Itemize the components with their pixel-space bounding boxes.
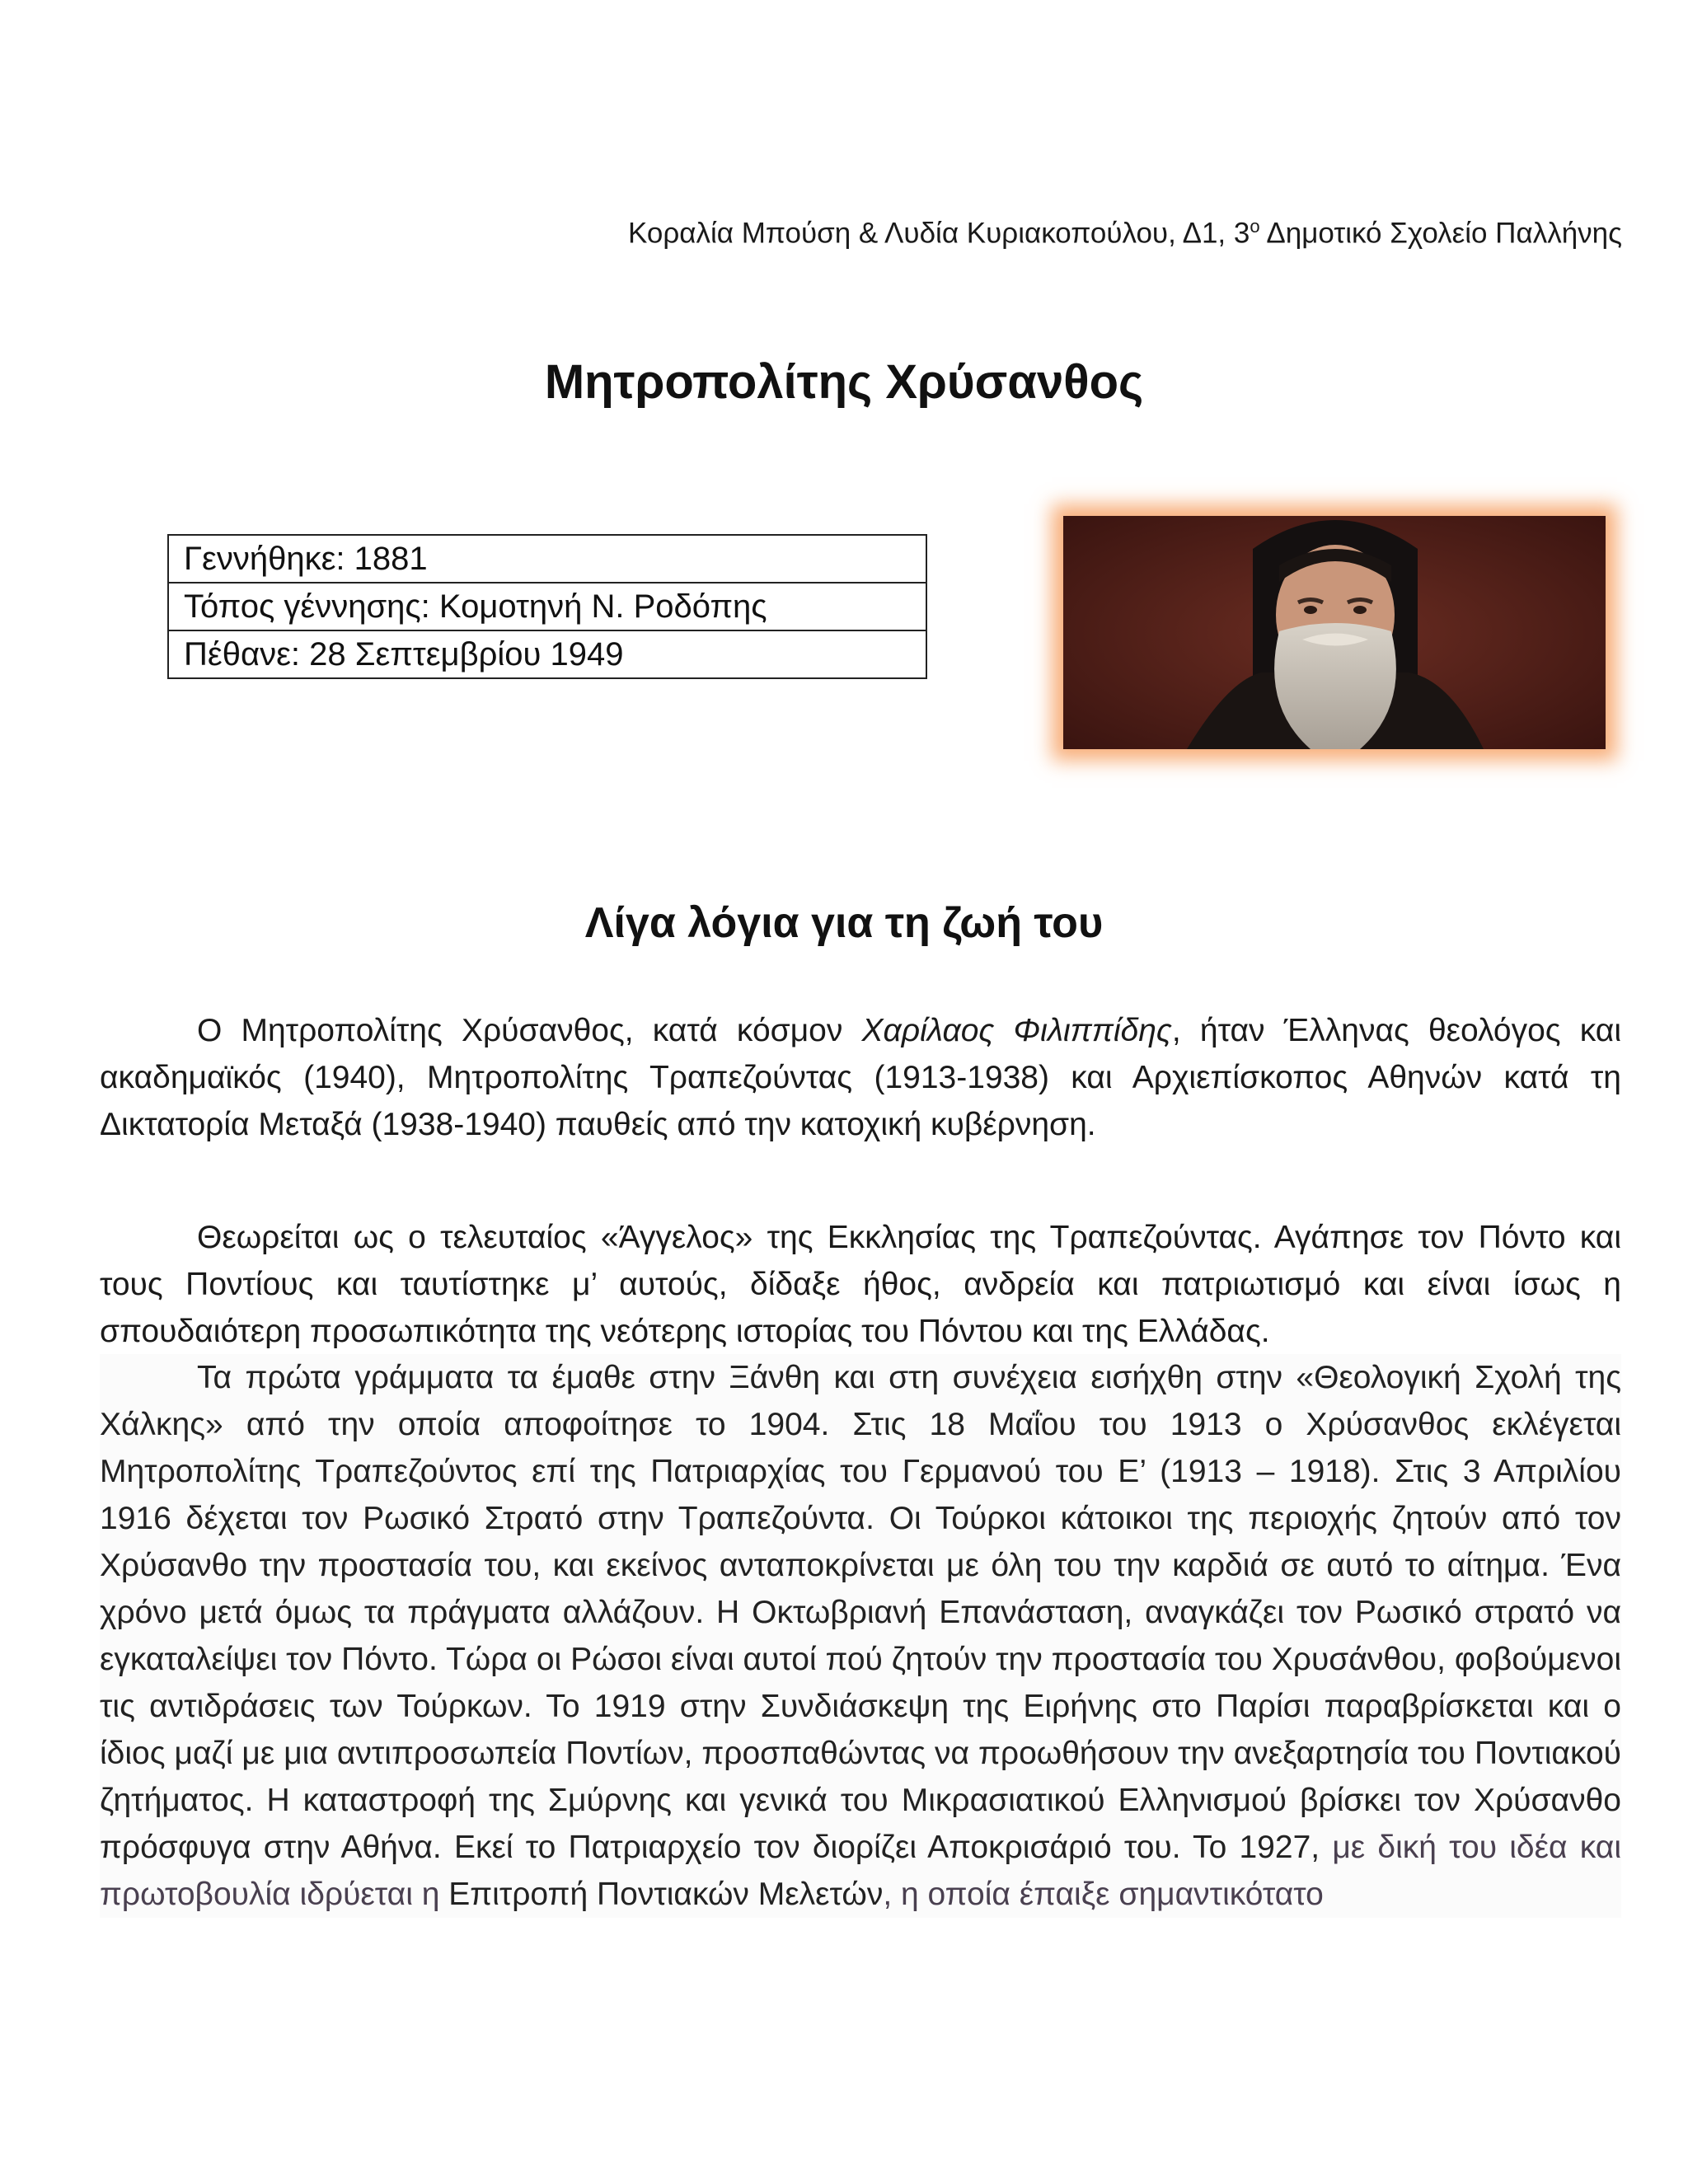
fact-birthplace: Τόπος γέννησης: Κομοτηνή Ν. Ροδόπης (168, 583, 926, 630)
paragraph-intro (100, 1007, 1621, 1148)
biography-muted-end: , η οποία έπαιξε σημαντικότατο (883, 1877, 1324, 1912)
paragraph-biography (100, 1354, 1621, 1918)
portrait-painting-icon (1063, 516, 1606, 749)
paragraph-intro-text (100, 1007, 1621, 1148)
intro-lead: Ο Μητροπολίτης Χρύσανθος, κατά κόσμον (197, 1013, 862, 1048)
paragraph-biography-text (100, 1354, 1621, 1918)
table-row (168, 583, 926, 630)
author-text: Κοραλία Μπούση & Λυδία Κυριακοπούλου, Δ1, 3 (627, 217, 1250, 250)
author-line (628, 216, 1622, 251)
fact-died: Πέθανε: 28 Σεπτεμβρίου 1949 (168, 630, 926, 678)
birth-name: Χαρίλαος Φιλιππίδης (861, 1013, 1172, 1048)
biography-main: Τα πρώτα γράμματα τα έμαθε στην Ξάνθη και στη συνέχεια εισήχθη στην «Θεολογική Σχολή της Χάλκης» από την οποία αποφοίτησε το 1904. Στις 18 Μαΐου του 1913 ο Χρύσανθος εκλέγεται Μητροπολίτης Τραπεζούντος επί της Πατριαρχίας του Γερμανού του Ε’ (1913 – 1918). Στις 3 Απριλίου 1916 δέχεται τον Ρωσικό Στρατό στην Τραπεζούντα. Οι Τούρκοι κάτοικοι της περιοχής ζητούν από τον Χρύσανθο την προστασία του, και εκείνος ανταποκρίνεται με όλη του την καρδιά σε αυτό το αίτημα. Ένα χρόνο μετά όμως τα πράγματα αλλάζουν. Η Οκτωβριανή Επανάσταση, αναγκάζει τον Ρωσικό στρατό να εγκαταλείψει τον Πόντο. Τώρα οι Ρώσοι είναι αυτοί πού ζητούν την προστασία του Χρυσάνθου, φοβούμενοι τις αντιδράσεις των Τούρκων. Το 1919 στην Συνδιάσκεψη της Ειρήνης στο Παρίσι παραβρίσκεται και ο ίδιος μαζί με μια αντιπροσωπεία Ποντίων, προσπαθώντας να προωθήσουν την ανεξαρτησία του Ποντιακού ζητήματος. Η καταστροφή της Σμύρνης και γενικά του Μικρασιατικού Ελληνισμού βρίσκει τον Χρύσανθο πρόσφυγα στην Αθήνα. Εκεί το Πατριαρχείο τον διορίζει Αποκρισάριό του. Το 1927, (100, 1360, 1621, 1865)
page-title: Μητροπολίτης Χρύσανθος (544, 355, 1144, 409)
author-superscript: ο (1250, 216, 1260, 237)
paragraph-legacy (100, 1214, 1621, 1355)
fact-born: Γεννήθηκε: 1881 (168, 535, 926, 583)
facts-table (167, 534, 927, 679)
section-heading: Λίγα λόγια για τη ζωή του (584, 899, 1104, 947)
portrait-image (1063, 516, 1606, 749)
committee-name: Επιτροπή Ποντιακών Μελετών (448, 1877, 884, 1912)
biography-muted: με δική του ιδέα και πρωτοβουλία ιδρύεται η (100, 1830, 1621, 1912)
author-school: Δημοτικό Σχολείο Παλλήνης (1259, 217, 1622, 250)
paragraph-legacy-text: Θεωρείται ως ο τελευταίος «Άγγελος» της Εκκλησίας της Τραπεζούντας. Αγάπησε τον Πόντο και τους Ποντίους και ταυτίστηκε μ’ αυτούς, δίδαξε ήθος, ανδρεία και πατριωτισμό και είναι ίσως η σπουδαιότερη προσωπικότητα της νεότερης ιστορίας του Πόντου και της Ελλάδας. (100, 1220, 1621, 1349)
intro-rest: , ήταν Έλληνας θεολόγος και ακαδημαϊκός (1940), Μητροπολίτης Τραπεζούντας (1913-1938) και Αρχιεπίσκοπος Αθηνών κατά τη Δικτατορία Μεταξά (1938-1940) παυθείς από την κατοχική κυβέρνηση. (100, 1013, 1621, 1142)
table-row (168, 535, 926, 583)
table-row (168, 630, 926, 678)
